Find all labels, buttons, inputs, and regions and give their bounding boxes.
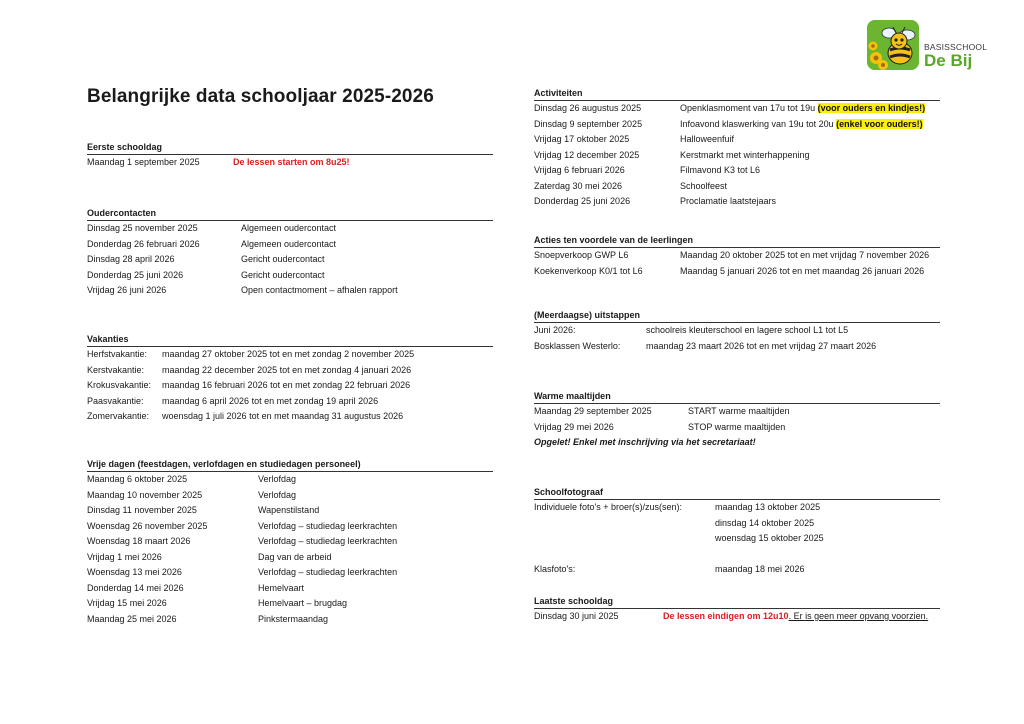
row-description (258, 596, 347, 612)
row-description (680, 264, 924, 280)
list-item (87, 534, 493, 550)
foto-label: Individuele foto's + broer(s)/zus(sen): (534, 502, 683, 512)
row-date: Dinsdag 26 augustus 2025 (534, 103, 642, 113)
uitstappen-list (534, 323, 940, 354)
row-text: Maandag 20 oktober 2025 tot en met vrijdag 7 november 2026 (680, 250, 930, 260)
row-description (258, 503, 319, 519)
list-item (534, 404, 940, 420)
row-description (258, 488, 296, 504)
row-date: Maandag 6 oktober 2025 (87, 474, 188, 484)
oudercontacten-list (87, 221, 493, 299)
list-item (534, 609, 940, 625)
row-description (241, 237, 336, 253)
section-oudercontacten (87, 207, 493, 299)
row-description (258, 550, 332, 566)
list-item (87, 252, 493, 268)
list-item (87, 394, 493, 410)
list-item (87, 363, 493, 379)
row-text: maandag 22 december 2025 tot en met zondag 4 januari 2026 (162, 364, 412, 375)
row-text: Open contactmoment – afhalen rapport (241, 285, 398, 295)
list-item (534, 562, 940, 578)
section-heading: Vrije dagen (feestdagen, verlofdagen en studiedagen personeel) (87, 458, 493, 472)
list-item (87, 550, 493, 566)
section-laatste-schooldag (534, 595, 940, 625)
list-item (534, 420, 940, 436)
row-description (680, 194, 776, 210)
foto-date: maandag 13 oktober 2025 (715, 502, 821, 512)
list-item (534, 132, 940, 148)
row-date: Maandag 10 november 2025 (87, 489, 203, 500)
row-description (241, 252, 325, 268)
list-item (87, 283, 493, 299)
list-item (534, 101, 940, 117)
row-description (258, 612, 328, 628)
list-item (87, 378, 493, 394)
row-date: Paasvakantie: (87, 395, 144, 406)
row-text: Hemelvaart – brugdag (258, 598, 348, 608)
row-date: Vrijdag 6 februari 2026 (534, 165, 625, 175)
row-description (646, 339, 876, 355)
row-text: Openklasmoment van 17u tot 19u (680, 103, 818, 113)
row-date: Maandag 25 mei 2026 (87, 613, 177, 624)
row-text: Verlofdag – studiedag leerkrachten (258, 520, 398, 531)
row-text: woensdag 1 juli 2026 tot en met maandag 31 augustus 2026 (162, 411, 404, 421)
row-date: Vrijdag 29 mei 2026 (534, 421, 614, 432)
row-date: Kerstvakantie: (87, 364, 145, 375)
list-item (87, 268, 493, 284)
row-text: Pinkstermaandag (258, 613, 329, 624)
section-acties (534, 234, 940, 279)
row-date: Vrijdag 15 mei 2026 (87, 598, 167, 608)
opvang-note: . Er is geen meer opvang voorzien. (788, 611, 929, 621)
section-warme-maaltijden (534, 390, 940, 450)
row-date: Dinsdag 11 november 2025 (87, 505, 197, 515)
start-note: De lessen starten om 8u25! (233, 157, 350, 167)
row-text: Gericht oudercontact (241, 269, 325, 280)
row-text: Maandag 5 januari 2026 tot en met maandag 26 januari 2026 (680, 265, 925, 276)
row-text: Infoavond klaswerking van 19u tot 20u (680, 118, 837, 129)
section-heading: Activiteiten (534, 87, 940, 101)
row-date: Woensdag 18 maart 2026 (87, 536, 191, 546)
list-item (87, 596, 493, 612)
row-description (162, 409, 403, 425)
section-activiteiten (534, 87, 940, 210)
row-date: Donderdag 26 februari 2026 (87, 238, 200, 249)
list-item (534, 339, 940, 355)
list-item (534, 194, 940, 210)
row-description (162, 347, 414, 363)
highlight-note: (voor ouders en kindjes!) (817, 103, 926, 113)
list-item (534, 248, 940, 264)
row-text: Algemeen oudercontact (241, 223, 337, 233)
row-text: Algemeen oudercontact (241, 238, 337, 249)
section-heading: Vakanties (87, 333, 493, 347)
row-description (162, 394, 378, 410)
end-note: De lessen eindigen om 12u10 (663, 611, 789, 621)
list-item (87, 503, 493, 519)
row-description (646, 323, 848, 339)
row-text: Halloweenfuif (680, 134, 735, 144)
row-date: Vrijdag 1 mei 2026 (87, 551, 162, 562)
list-item (87, 237, 493, 253)
list-item (534, 117, 940, 133)
foto-date: dinsdag 14 oktober 2025 (715, 517, 815, 528)
list-item (534, 163, 940, 179)
page-title: Belangrijke data schooljaar 2025-2026 (87, 86, 434, 107)
row-description (680, 179, 727, 195)
list-item (87, 221, 493, 237)
row-text: Hemelvaart (258, 582, 305, 593)
row-date: Maandag 29 september 2025 (534, 406, 652, 416)
row-text: Wapenstilstand (258, 505, 320, 515)
row-text: Proclamatie laatstejaars (680, 196, 777, 206)
row-date: Donderdag 14 mei 2026 (87, 582, 184, 593)
row-text: Verlofdag (258, 489, 297, 500)
row-description (258, 519, 397, 535)
row-description (258, 565, 397, 581)
row-date: Woensdag 26 november 2025 (87, 520, 208, 531)
section-heading: Oudercontacten (87, 207, 493, 221)
row-text: Verlofdag (258, 474, 297, 484)
highlight-note: (enkel voor ouders!) (836, 118, 923, 129)
bee-icon (867, 20, 919, 70)
row-date: Herfstvakantie: (87, 349, 148, 359)
section-heading: Eerste schooldag (87, 141, 493, 155)
row-date: Donderdag 25 juni 2026 (534, 196, 631, 206)
row-text: Schoolfeest (680, 180, 728, 191)
list-item (87, 488, 493, 504)
row-text: Verlofdag – studiedag leerkrachten (258, 567, 398, 577)
row-description (241, 221, 336, 237)
row-text: maandag 6 april 2026 tot en met zondag 19 april 2026 (162, 395, 379, 406)
row-text: START warme maaltijden (688, 406, 790, 416)
vakanties-list (87, 347, 493, 425)
row-text: maandag 23 maart 2026 tot en met vrijdag 27 maart 2026 (646, 340, 877, 351)
section-vrije-dagen (87, 458, 493, 627)
list-item (534, 500, 940, 516)
list-item (534, 516, 940, 532)
list-item (534, 264, 940, 280)
row-date: Koekenverkoop K0/1 tot L6 (534, 265, 643, 276)
row-text: Dag van de arbeid (258, 551, 332, 562)
list-item (534, 531, 940, 547)
row-description (680, 248, 929, 264)
row-description (258, 472, 296, 488)
row-description (162, 363, 411, 379)
row-description (688, 404, 790, 420)
row-text: schoolreis kleuterschool en lagere school L1 tot L5 (646, 325, 849, 335)
row-description (258, 534, 397, 550)
row-text: Filmavond K3 tot L6 (680, 165, 761, 175)
list-item (534, 179, 940, 195)
section-eerste-schooldag (87, 141, 493, 171)
foto-date: woensdag 15 oktober 2025 (715, 533, 824, 543)
row-date: Bosklassen Westerlo: (534, 340, 621, 351)
row-description (680, 117, 923, 133)
section-heading: Laatste schooldag (534, 595, 940, 609)
row-date: Snoepverkoop GWP L6 (534, 250, 629, 260)
klasfoto-date: maandag 18 mei 2026 (715, 563, 805, 574)
section-vakanties (87, 333, 493, 425)
row-text: Kerstmarkt met winterhappening (680, 149, 810, 160)
activiteiten-list (534, 101, 940, 210)
logo-name: De Bij (924, 51, 973, 70)
row-date: Vrijdag 26 juni 2026 (87, 285, 167, 295)
logo-subtitle: BASISSCHOOL (924, 42, 988, 52)
row-date: Dinsdag 9 september 2025 (534, 118, 643, 129)
row-date: Juni 2026: (534, 325, 576, 335)
inschrijving-note: Opgelet! Enkel met inschrijving via het secretariaat! (534, 437, 756, 447)
row-description (162, 378, 410, 394)
acties-list (534, 248, 940, 279)
row-text: maandag 27 oktober 2025 tot en met zondag 2 november 2025 (162, 349, 415, 359)
date-label: Maandag 1 september 2025 (87, 157, 200, 167)
row-date: Woensdag 13 mei 2026 (87, 567, 182, 577)
row-description (688, 420, 785, 436)
section-heading: Acties ten voordele van de leerlingen (534, 234, 940, 248)
row-text: Gericht oudercontact (241, 254, 325, 264)
row-description (241, 268, 325, 284)
row-description (241, 283, 398, 299)
section-heading: Schoolfotograaf (534, 486, 940, 500)
row-date: Krokusvakantie: (87, 380, 152, 390)
row-text: STOP warme maaltijden (688, 421, 786, 432)
row-date: Zomervakantie: (87, 411, 150, 421)
row-date: Vrijdag 12 december 2025 (534, 149, 640, 160)
section-heading: (Meerdaagse) uitstappen (534, 309, 940, 323)
klasfoto-label: Klasfoto's: (534, 563, 576, 574)
list-item (534, 323, 940, 339)
vrije-dagen-list (87, 472, 493, 627)
school-logo (867, 20, 988, 70)
row-description (258, 581, 304, 597)
row-description (680, 148, 810, 164)
row-date: Vrijdag 17 oktober 2025 (534, 134, 630, 144)
row-description (680, 163, 760, 179)
row-date: Dinsdag 25 november 2025 (87, 223, 198, 233)
list-item (87, 155, 493, 171)
list-item (87, 347, 493, 363)
row-description (680, 132, 734, 148)
row-date: Zaterdag 30 mei 2026 (534, 180, 623, 191)
list-item (534, 148, 940, 164)
list-item (87, 612, 493, 628)
warme-maaltijden-list (534, 404, 940, 435)
section-schoolfotograaf (534, 486, 940, 577)
section-uitstappen (534, 309, 940, 354)
list-item (87, 472, 493, 488)
list-item (87, 581, 493, 597)
date-label: Dinsdag 30 juni 2025 (534, 611, 619, 621)
list-item (87, 565, 493, 581)
row-text: Verlofdag – studiedag leerkrachten (258, 536, 398, 546)
row-date: Donderdag 25 juni 2026 (87, 269, 184, 280)
row-description (680, 101, 925, 117)
section-heading: Warme maaltijden (534, 390, 940, 404)
list-item (87, 519, 493, 535)
row-text: maandag 16 februari 2026 tot en met zondag 22 februari 2026 (162, 380, 411, 390)
row-date: Dinsdag 28 april 2026 (87, 254, 175, 264)
list-item (87, 409, 493, 425)
